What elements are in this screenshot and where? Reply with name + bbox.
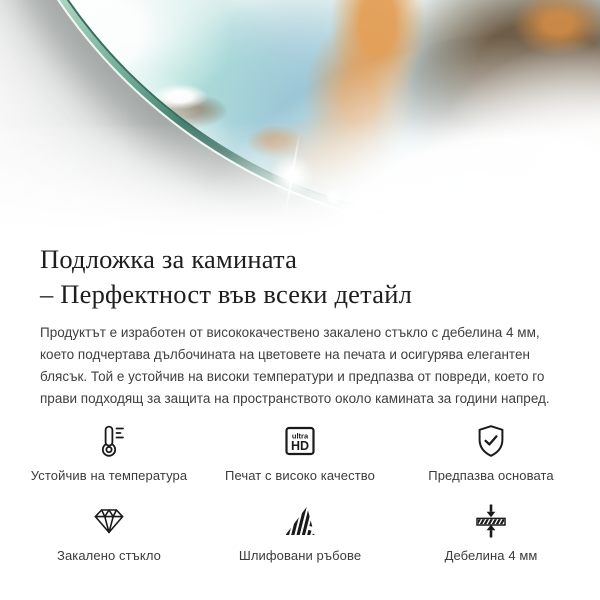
feature-label: Закалено стъкло bbox=[57, 548, 161, 563]
feature-label: Шлифовани ръбове bbox=[238, 548, 362, 563]
page-title-line-1: Подложка за камината bbox=[40, 244, 298, 274]
page-title-line-2: – Перфектност във всеки детайл bbox=[40, 279, 413, 309]
diamond-icon bbox=[89, 501, 129, 541]
feature-high-quality-print bbox=[202, 419, 398, 483]
shield-check-icon bbox=[471, 421, 511, 461]
feature-tempered-glass bbox=[16, 499, 202, 563]
polished-edges-icon bbox=[280, 501, 320, 541]
feature-thickness-4mm bbox=[398, 499, 584, 563]
product-description-section bbox=[0, 242, 600, 563]
feature-label: Устойчив на температура bbox=[30, 468, 188, 483]
small-sparkle-icon bbox=[325, 188, 343, 206]
thermometer-icon bbox=[89, 421, 129, 461]
page-title bbox=[40, 242, 560, 312]
feature-label: Печат с високо качество bbox=[225, 468, 375, 483]
features-grid bbox=[16, 419, 584, 563]
feature-polished-edges bbox=[202, 499, 398, 563]
feature-temperature-resistant bbox=[16, 419, 202, 483]
thickness-icon bbox=[471, 501, 511, 541]
ultra-hd-icon bbox=[280, 421, 320, 461]
feature-protects-base bbox=[398, 419, 584, 483]
product-photo bbox=[0, 0, 600, 236]
feature-label: Дебелина 4 мм bbox=[444, 548, 538, 563]
ultra-hd-icon-text-top: ultra bbox=[291, 431, 309, 441]
product-description: Продуктът е изработен от висококачествено закалено стъкло с дебелина 4 мм, което подчертава дълбочината на цветовете на печата и осигурява елегантен блясък. Той е устойчив на високи температури и предпазва от повреди, което го прави подходящ за защита на пространството около камината за години напред. bbox=[40, 325, 550, 406]
feature-label: Предпазва основата bbox=[428, 468, 554, 483]
ultra-hd-icon-text-bottom: HD bbox=[290, 439, 310, 453]
